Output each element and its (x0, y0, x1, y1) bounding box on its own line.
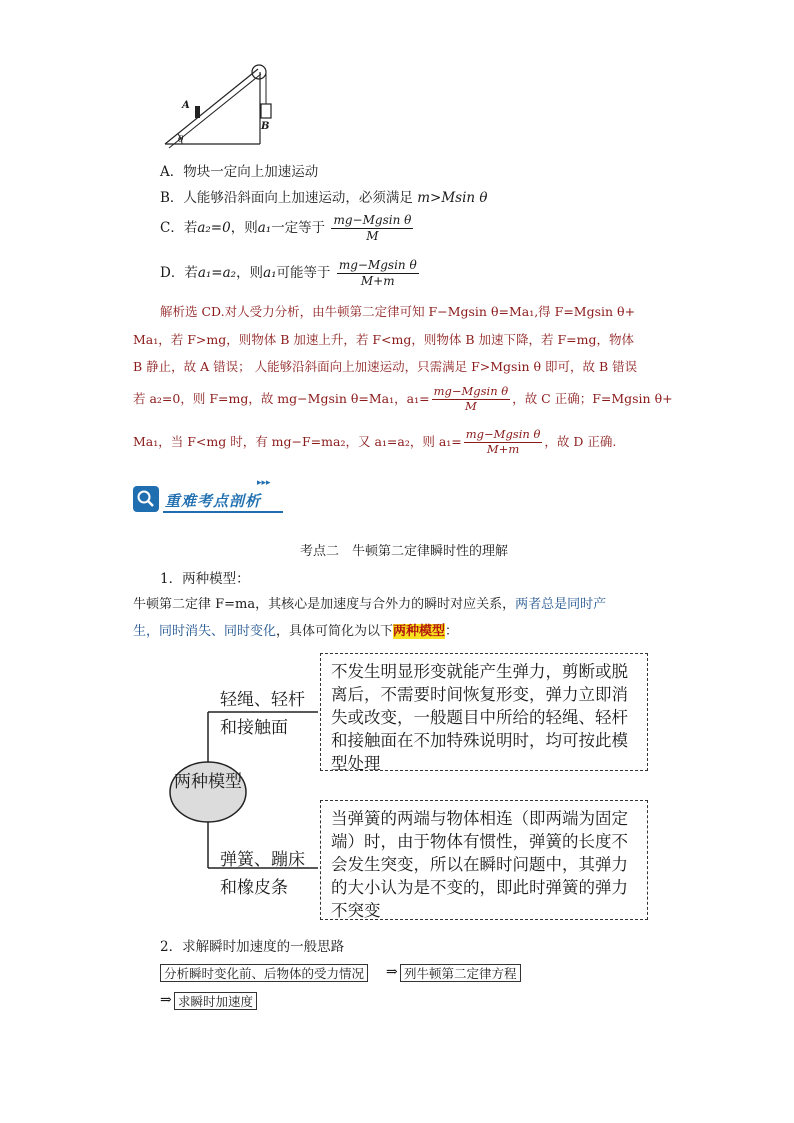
answer-line-2: Ma₁，若 F>mg，则物体 B 加速上升，若 F<mg，则物体 B 加速下降，若 F=mg，物体 (133, 332, 634, 347)
option-b: B．人能够沿斜面向上加速运动，必须满足 m>Msin θ (160, 190, 488, 206)
flow-step-3: 求瞬时加速度 (174, 992, 257, 1010)
answer-line-3: B 静止，故 A 错误； 人能够沿斜面向上加速运动，只需满足 F>Mgsin θ 即可，故 B 错误 (133, 359, 638, 374)
label-b: B (261, 121, 270, 132)
banner-arrows-icon: ▸▸▸ (257, 478, 271, 488)
option-d-fraction: $\frac{\text{mg−Mgsin θ}}{M+m}$ (338, 258, 417, 288)
option-d: D．若a₁=a₂，则a₁可能等于 $\frac{\text{mg−Mgsin θ}}{M+m}$ (160, 258, 417, 288)
section-h1: 1．两种模型： (160, 571, 250, 587)
magnifier-icon-box (133, 486, 159, 512)
branch-1-label: 轻绳、轻杆 和接触面 (220, 690, 305, 738)
section-para-1: 牛顿第二定律 F=ma，其核心是加速度与合外力的瞬时对应关系，两者总是同时产 (133, 597, 607, 612)
magnifier-icon (133, 486, 159, 512)
answer-line-1: 解析选 CD.对人受力分析，由牛顿第二定律可知 F−Mgsin θ=Ma₁,得 F=Mgsin θ+ (160, 304, 636, 319)
flow-arrow-1: ⇒ (386, 964, 398, 980)
flow-step-2: 列牛顿第二定律方程 (400, 964, 521, 982)
flow-step-1: 分析瞬时变化前、后物体的受力情况 (160, 964, 368, 982)
diagram-center-label: 两种模型 (174, 772, 242, 792)
section-title: 考点二 牛顿第二定律瞬时性的理解 (300, 544, 509, 559)
answer-line-5: Ma₁，当 F<mg 时，有 mg−F=ma₂，又 a₁=a₂，则 a₁= $\frac{\text{mg−Mgsin θ}}{M+m}$ ，故 D 正确. (133, 427, 617, 456)
section-banner (133, 478, 283, 514)
section-h2: 2．求解瞬时加速度的一般思路 (160, 939, 345, 955)
option-a: A．物块一定向上加速运动 (160, 164, 319, 180)
option-c: C．若a₂=0，则a₁一定等于 $\frac{\text{mg−Mgsin θ}}{M}$ (160, 213, 412, 243)
banner-title: 重难考点剖析 (165, 492, 262, 510)
label-theta: θ (178, 135, 184, 145)
model-box-2: 当弹簧的两端与物体相连（即两端为固定端）时，由于物体有惯性，弹簧的长度不会发生突变，所以在瞬时问题中，其弹力的大小认为是不变的，即此时弹簧的弹力不突变 (320, 800, 648, 920)
branch-2-label: 弹簧、蹦床 和橡皮条 (220, 850, 305, 898)
answer-line-4: 若 a₂=0，则 F=mg，故 mg−Mgsin θ=Ma₁，a₁= $\frac{\text{mg−Mgsin θ}}{M}$ ，故 C 正确；F=Mgsin θ+ (133, 384, 673, 413)
label-a: A (182, 100, 190, 111)
flow-arrow-2: ⇒ (160, 992, 172, 1008)
banner-underline (163, 511, 283, 513)
section-para-2: 生，同时消失、同时变化，具体可简化为以下两种模型： (133, 624, 459, 639)
model-box-1: 不发生明显形变就能产生弹力，剪断或脱离后，不需要时间恢复形变，弹力立即消失或改变，一般题目中所给的轻绳、轻杆和接触面在不加特殊说明时，均可按此模型处理 (320, 653, 648, 771)
option-c-fraction: $\frac{\text{mg−Mgsin θ}}{M}$ (333, 213, 412, 243)
